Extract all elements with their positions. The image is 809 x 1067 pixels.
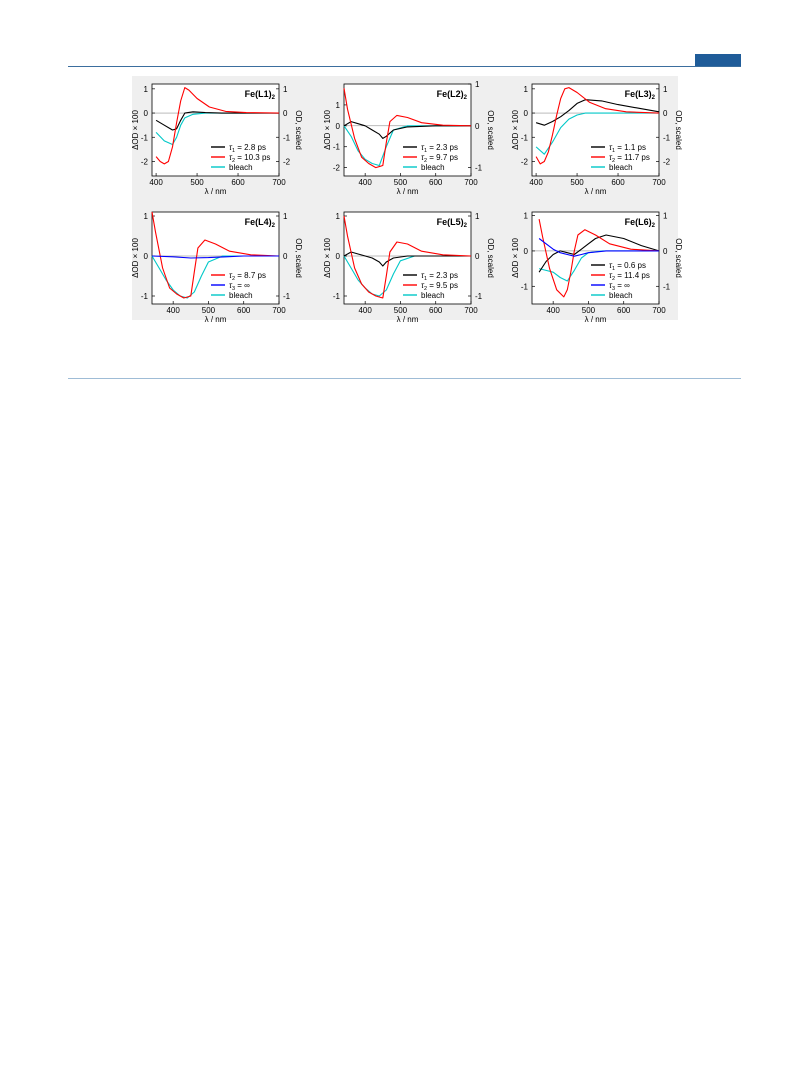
legend-label: $\tau_2 = 8.7$ ps bbox=[229, 271, 266, 282]
x-axis-label: λ / nm bbox=[396, 187, 419, 196]
y-right-tick-label: 0 bbox=[475, 252, 480, 261]
y-tick-label: 1 bbox=[143, 84, 148, 94]
chart-panel-5 bbox=[323, 212, 495, 324]
legend-label: bleach bbox=[229, 291, 253, 300]
y-right-axis-label: OD, scaled bbox=[294, 238, 303, 278]
y-tick-label: 0 bbox=[143, 109, 148, 119]
y-axis-label: ΔOD × 100 bbox=[323, 110, 332, 150]
panel-title: $Fe(L3)_2$ bbox=[624, 89, 655, 101]
panel-title: $Fe(L2)_2$ bbox=[436, 89, 467, 101]
x-tick-label: 500 bbox=[581, 306, 596, 315]
y-tick-label: -1 bbox=[332, 142, 340, 152]
y-tick-label: 0 bbox=[335, 121, 340, 131]
y-tick-label: 0 bbox=[143, 252, 148, 261]
x-tick-label: 400 bbox=[166, 306, 180, 315]
legend-label: $\tau_2 = 11.4$ ps bbox=[609, 271, 650, 282]
x-tick-label: 700 bbox=[272, 178, 286, 187]
y-tick-label: 0 bbox=[523, 109, 528, 119]
y-tick-label: 1 bbox=[143, 212, 148, 221]
y-tick-label: -2 bbox=[140, 157, 148, 167]
y-right-tick-label: 0 bbox=[663, 109, 668, 119]
y-right-axis-label: OD, scaled bbox=[294, 110, 303, 150]
y-right-axis-label: OD, scaled bbox=[486, 110, 495, 150]
y-right-tick-label: 0 bbox=[283, 252, 288, 261]
y-tick-label: -2 bbox=[332, 163, 340, 173]
chart-panel-4 bbox=[131, 212, 303, 324]
panel-title: $Fe(L5)_2$ bbox=[436, 217, 467, 229]
chart-panel-1 bbox=[131, 84, 303, 196]
legend-label: $\tau_1 = 2.3$ ps bbox=[421, 143, 458, 154]
y-right-tick-label: 0 bbox=[475, 121, 480, 131]
x-tick-label: 600 bbox=[429, 178, 443, 187]
x-tick-label: 400 bbox=[358, 306, 372, 315]
footer-rule bbox=[68, 378, 741, 379]
x-tick-label: 400 bbox=[546, 306, 560, 315]
y-right-tick-label: 1 bbox=[283, 212, 288, 221]
legend-label: $\tau_2 = 10.3$ ps bbox=[229, 153, 271, 164]
legend-label: $\tau_1 = 1.1$ ps bbox=[609, 143, 646, 154]
legend-label: bleach bbox=[229, 163, 253, 172]
y-right-tick-label: -2 bbox=[283, 157, 291, 167]
legend-label: $\tau_2 = 9.5$ ps bbox=[421, 281, 458, 292]
x-axis-label: λ / nm bbox=[204, 187, 227, 196]
y-right-tick-label: 0 bbox=[283, 109, 288, 119]
legend-label: bleach bbox=[421, 163, 445, 172]
y-right-axis-label: OD, scaled bbox=[486, 238, 495, 278]
x-axis-label: λ / nm bbox=[584, 315, 607, 324]
x-tick-label: 600 bbox=[231, 178, 245, 187]
panel-title: $Fe(L4)_2$ bbox=[244, 217, 275, 229]
x-tick-label: 700 bbox=[652, 306, 666, 315]
legend-label: $\tau_3$ = ∞ bbox=[229, 281, 250, 292]
legend-label: $\tau_1 = 2.8$ ps bbox=[229, 143, 266, 154]
header-tab bbox=[695, 54, 741, 66]
legend-label: $\tau_1 = 0.6$ ps bbox=[609, 261, 646, 272]
y-axis-label: ΔOD × 100 bbox=[511, 238, 520, 278]
y-axis-label: ΔOD × 100 bbox=[511, 110, 520, 150]
y-right-tick-label: 1 bbox=[475, 80, 480, 89]
y-right-tick-label: 1 bbox=[663, 211, 668, 221]
y-tick-label: 1 bbox=[335, 212, 340, 221]
x-tick-label: 600 bbox=[617, 306, 631, 315]
y-axis-label: ΔOD × 100 bbox=[131, 110, 140, 150]
x-tick-label: 700 bbox=[464, 306, 478, 315]
x-tick-label: 500 bbox=[393, 306, 408, 315]
y-axis-label: ΔOD × 100 bbox=[131, 238, 140, 278]
x-tick-label: 500 bbox=[190, 178, 204, 187]
legend-label: $\tau_1 = 2.3$ ps bbox=[421, 271, 458, 282]
x-axis-label: λ / nm bbox=[584, 187, 607, 196]
header-rule bbox=[68, 66, 741, 67]
x-tick-label: 700 bbox=[652, 178, 666, 187]
y-right-tick-label: -1 bbox=[663, 282, 671, 292]
legend-label: $\tau_3$ = ∞ bbox=[609, 281, 630, 292]
y-tick-label: 1 bbox=[523, 84, 528, 94]
y-right-tick-label: 1 bbox=[663, 84, 668, 94]
chart-panel-6 bbox=[511, 211, 683, 324]
y-tick-label: 1 bbox=[523, 211, 528, 221]
y-right-tick-label: -1 bbox=[283, 292, 291, 301]
chart-panel-2 bbox=[323, 80, 495, 196]
y-right-tick-label: -1 bbox=[475, 292, 483, 301]
legend-label: bleach bbox=[421, 291, 445, 300]
x-tick-label: 600 bbox=[429, 306, 443, 315]
y-tick-label: -1 bbox=[140, 292, 148, 301]
x-axis-label: λ / nm bbox=[204, 315, 227, 324]
y-right-axis-label: OD, scaled bbox=[674, 110, 683, 150]
y-right-tick-label: 0 bbox=[663, 246, 668, 256]
x-tick-label: 500 bbox=[393, 178, 408, 187]
x-tick-label: 500 bbox=[201, 306, 216, 315]
y-right-axis-label: OD, scaled bbox=[674, 238, 683, 278]
legend-label: bleach bbox=[609, 291, 633, 300]
legend-label: bleach bbox=[609, 163, 633, 172]
x-tick-label: 400 bbox=[358, 178, 372, 187]
x-tick-label: 400 bbox=[529, 178, 543, 187]
legend-label: $\tau_2 = 9.7$ ps bbox=[421, 153, 458, 164]
y-tick-label: -1 bbox=[140, 133, 148, 143]
panel-title: $Fe(L1)_2$ bbox=[244, 89, 275, 101]
y-right-tick-label: -1 bbox=[663, 133, 671, 143]
y-tick-label: -1 bbox=[520, 282, 528, 292]
y-tick-label: 0 bbox=[523, 246, 528, 256]
y-tick-label: 1 bbox=[335, 100, 340, 110]
y-right-tick-label: -1 bbox=[475, 163, 483, 173]
chart-panel-3 bbox=[511, 84, 683, 196]
x-tick-label: 600 bbox=[237, 306, 251, 315]
x-tick-label: 400 bbox=[149, 178, 163, 187]
y-right-tick-label: 1 bbox=[283, 84, 288, 94]
panel-title: $Fe(L6)_2$ bbox=[624, 217, 655, 229]
y-right-tick-label: -2 bbox=[663, 157, 671, 167]
y-right-tick-label: -1 bbox=[283, 133, 291, 143]
y-right-tick-label: 1 bbox=[475, 212, 480, 221]
x-tick-label: 700 bbox=[272, 306, 286, 315]
y-tick-label: -1 bbox=[520, 133, 528, 143]
y-tick-label: -2 bbox=[520, 157, 528, 167]
y-tick-label: -1 bbox=[332, 292, 340, 301]
y-axis-label: ΔOD × 100 bbox=[323, 238, 332, 278]
y-tick-label: 0 bbox=[335, 252, 340, 261]
x-tick-label: 500 bbox=[570, 178, 584, 187]
x-tick-label: 700 bbox=[464, 178, 478, 187]
x-axis-label: λ / nm bbox=[396, 315, 419, 324]
legend-label: $\tau_2 = 11.7$ ps bbox=[609, 153, 650, 164]
x-tick-label: 600 bbox=[611, 178, 625, 187]
